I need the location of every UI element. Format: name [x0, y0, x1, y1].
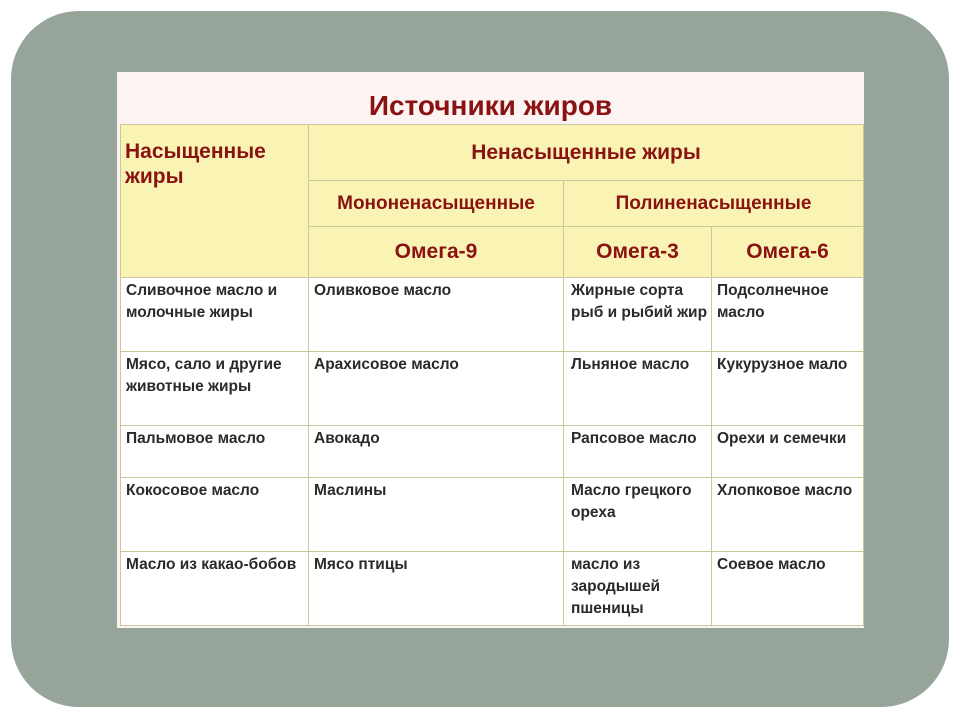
cell-saturated: Мясо, сало и другие животные жиры — [121, 352, 309, 426]
cell-omega3: Жирные сорта рыб и рыбий жир — [564, 278, 712, 352]
cell-saturated: Масло из какао-бобов — [121, 552, 309, 626]
cell-omega9: Мясо птицы — [309, 552, 564, 626]
header-omega9: Омега-9 — [309, 227, 564, 278]
cell-omega6: Кукурузное мало — [712, 352, 864, 426]
cell-omega3: Льняное масло — [564, 352, 712, 426]
cell-omega3: масло из зародышей пшеницы — [564, 552, 712, 626]
header-poly: Полиненасыщенные — [564, 181, 864, 227]
cell-omega9: Авокадо — [309, 426, 564, 478]
header-mono: Мононенасыщенные — [309, 181, 564, 227]
header-omega6: Омега-6 — [712, 227, 864, 278]
cell-omega6: Подсолнечное масло — [712, 278, 864, 352]
cell-omega9: Маслины — [309, 478, 564, 552]
header-unsaturated: Ненасыщенные жиры — [309, 125, 864, 181]
table-row — [121, 278, 864, 352]
header-row-1 — [121, 125, 864, 181]
cell-omega9: Арахисовое масло — [309, 352, 564, 426]
cell-omega9: Оливковое масло — [309, 278, 564, 352]
cell-omega6: Соевое масло — [712, 552, 864, 626]
cell-saturated: Пальмовое масло — [121, 426, 309, 478]
fat-sources-table — [120, 124, 864, 626]
slide-title: Источники жиров — [368, 90, 613, 121]
table-row — [121, 352, 864, 426]
table-row — [121, 426, 864, 478]
header-omega3: Омега-3 — [564, 227, 712, 278]
cell-omega3: Рапсовое масло — [564, 426, 712, 478]
cell-saturated: Сливочное масло и молочные жиры — [121, 278, 309, 352]
header-saturated: Насыщенные жиры — [121, 125, 309, 278]
table-row — [121, 552, 864, 626]
cell-omega3: Масло грецкого ореха — [564, 478, 712, 552]
cell-omega6: Орехи и семечки — [712, 426, 864, 478]
slide — [117, 72, 864, 628]
cell-omega6: Хлопковое масло — [712, 478, 864, 552]
cell-saturated: Кокосовое масло — [121, 478, 309, 552]
table-row — [121, 478, 864, 552]
